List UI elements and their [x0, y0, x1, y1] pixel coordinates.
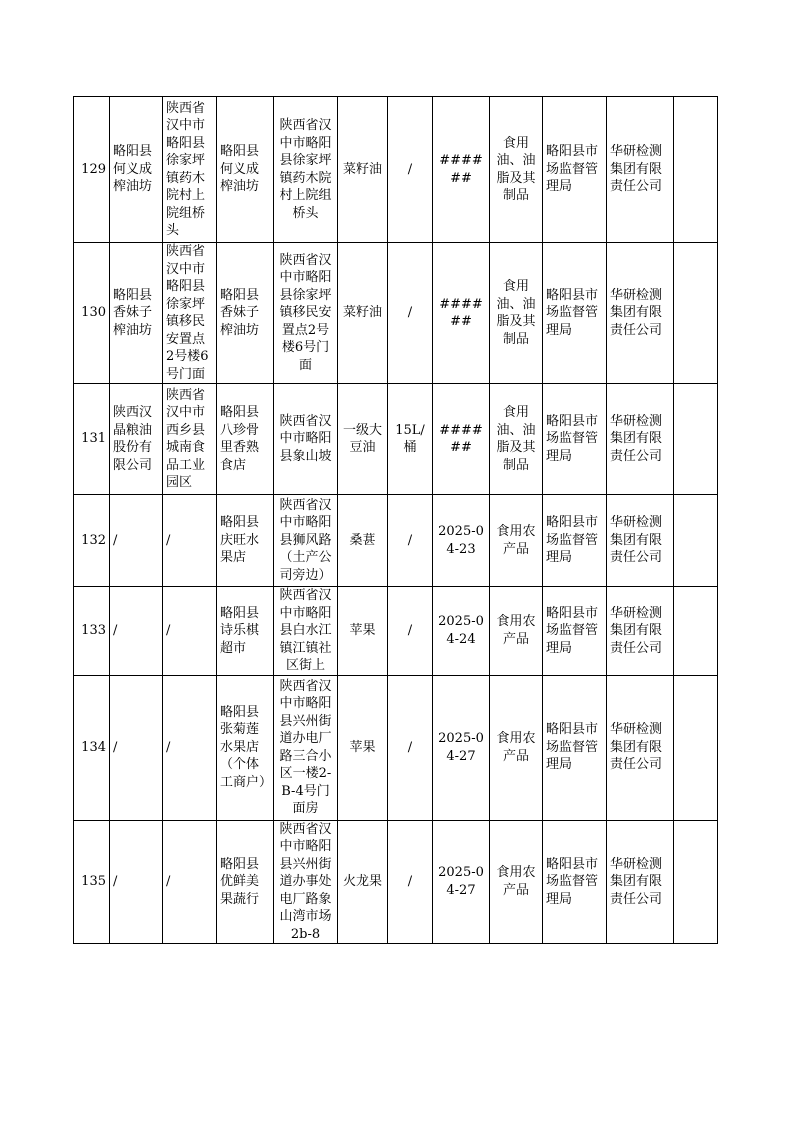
cell-producer: /: [110, 495, 163, 587]
cell-seller-addr: 陕西省汉中市略阳县象山坡: [274, 384, 338, 495]
cell-producer: /: [110, 820, 163, 944]
cell-producer-addr: /: [163, 820, 217, 944]
table-row: [74, 243, 718, 384]
cell-date: ######: [433, 97, 490, 243]
table-row: [74, 820, 718, 944]
cell-category: 食用油、油脂及其制品: [490, 384, 543, 495]
cell-producer-addr: /: [163, 495, 217, 587]
cell-spec: 15L/桶: [388, 384, 433, 495]
cell-date: 2025-04-27: [433, 675, 490, 820]
cell-note: [674, 820, 718, 944]
cell-note: [674, 384, 718, 495]
cell-authority: 略阳县市场监督管理局: [543, 243, 607, 384]
cell-seller: 略阳县八珍骨里香熟食店: [217, 384, 274, 495]
cell-lab: 华研检测集团有限责任公司: [607, 587, 674, 676]
cell-seller: 略阳县香妹子榨油坊: [217, 243, 274, 384]
cell-note: [674, 495, 718, 587]
cell-category: 食用农产品: [490, 587, 543, 676]
cell-seq: 130: [74, 243, 110, 384]
cell-producer-addr: 陕西省汉中市略阳县徐家坪镇移民安置点2号楼6号门面: [163, 243, 217, 384]
cell-category: 食用油、油脂及其制品: [490, 97, 543, 243]
cell-product: 菜籽油: [338, 243, 388, 384]
cell-lab: 华研检测集团有限责任公司: [607, 243, 674, 384]
cell-lab: 华研检测集团有限责任公司: [607, 384, 674, 495]
cell-seller: 略阳县优鲜美果蔬行: [217, 820, 274, 944]
table-row: [74, 495, 718, 587]
cell-seller: 略阳县何义成榨油坊: [217, 97, 274, 243]
cell-spec: /: [388, 587, 433, 676]
cell-product: 苹果: [338, 675, 388, 820]
cell-seller-addr: 陕西省汉中市略阳县兴州街道办事处电厂路象山湾市场2b-8: [274, 820, 338, 944]
cell-spec: /: [388, 495, 433, 587]
cell-spec: /: [388, 243, 433, 384]
cell-date: ######: [433, 243, 490, 384]
cell-producer: 略阳县何义成榨油坊: [110, 97, 163, 243]
cell-seller-addr: 陕西省汉中市略阳县狮风路（土产公司旁边）: [274, 495, 338, 587]
cell-producer: 陕西汉晶粮油股份有限公司: [110, 384, 163, 495]
table-row: [74, 675, 718, 820]
cell-spec: /: [388, 820, 433, 944]
cell-seller-addr: 陕西省汉中市略阳县徐家坪镇移民安置点2号楼6号门面: [274, 243, 338, 384]
cell-product: 菜籽油: [338, 97, 388, 243]
cell-authority: 略阳县市场监督管理局: [543, 97, 607, 243]
cell-date: 2025-04-24: [433, 587, 490, 676]
cell-authority: 略阳县市场监督管理局: [543, 675, 607, 820]
cell-spec: /: [388, 675, 433, 820]
cell-note: [674, 587, 718, 676]
cell-note: [674, 97, 718, 243]
cell-producer-addr: 陕西省汉中市略阳县徐家坪镇药木院村上院组桥头: [163, 97, 217, 243]
cell-product: 苹果: [338, 587, 388, 676]
cell-product: 一级大豆油: [338, 384, 388, 495]
cell-producer-addr: 陕西省汉中市西乡县城南食品工业园区: [163, 384, 217, 495]
cell-producer: /: [110, 675, 163, 820]
cell-seller: 略阳县诗乐棋超市: [217, 587, 274, 676]
table-row: [74, 384, 718, 495]
cell-spec: /: [388, 97, 433, 243]
cell-seq: 131: [74, 384, 110, 495]
cell-date: 2025-04-27: [433, 820, 490, 944]
cell-producer-addr: /: [163, 675, 217, 820]
cell-authority: 略阳县市场监督管理局: [543, 495, 607, 587]
cell-category: 食用农产品: [490, 675, 543, 820]
cell-seq: 135: [74, 820, 110, 944]
cell-lab: 华研检测集团有限责任公司: [607, 820, 674, 944]
cell-authority: 略阳县市场监督管理局: [543, 820, 607, 944]
cell-seller-addr: 陕西省汉中市略阳县白水江镇江镇社区街上: [274, 587, 338, 676]
table-body: [74, 97, 718, 944]
cell-seq: 132: [74, 495, 110, 587]
sampling-table: [73, 96, 718, 944]
cell-producer: 略阳县香妹子榨油坊: [110, 243, 163, 384]
cell-seller: 略阳县张菊莲水果店（个体工商户）: [217, 675, 274, 820]
cell-seller: 略阳县庆旺水果店: [217, 495, 274, 587]
cell-seller-addr: 陕西省汉中市略阳县兴州街道办电厂路三合小区一楼2-B-4号门面房: [274, 675, 338, 820]
cell-category: 食用农产品: [490, 820, 543, 944]
table-row: [74, 97, 718, 243]
cell-authority: 略阳县市场监督管理局: [543, 384, 607, 495]
cell-seq: 134: [74, 675, 110, 820]
table-row: [74, 587, 718, 676]
cell-date: ######: [433, 384, 490, 495]
cell-note: [674, 675, 718, 820]
cell-product: 桑葚: [338, 495, 388, 587]
cell-seq: 129: [74, 97, 110, 243]
cell-date: 2025-04-23: [433, 495, 490, 587]
cell-producer-addr: /: [163, 587, 217, 676]
cell-lab: 华研检测集团有限责任公司: [607, 495, 674, 587]
cell-lab: 华研检测集团有限责任公司: [607, 97, 674, 243]
cell-authority: 略阳县市场监督管理局: [543, 587, 607, 676]
cell-seller-addr: 陕西省汉中市略阳县徐家坪镇药木院村上院组桥头: [274, 97, 338, 243]
cell-lab: 华研检测集团有限责任公司: [607, 675, 674, 820]
cell-product: 火龙果: [338, 820, 388, 944]
cell-producer: /: [110, 587, 163, 676]
cell-category: 食用农产品: [490, 495, 543, 587]
cell-category: 食用油、油脂及其制品: [490, 243, 543, 384]
cell-note: [674, 243, 718, 384]
cell-seq: 133: [74, 587, 110, 676]
